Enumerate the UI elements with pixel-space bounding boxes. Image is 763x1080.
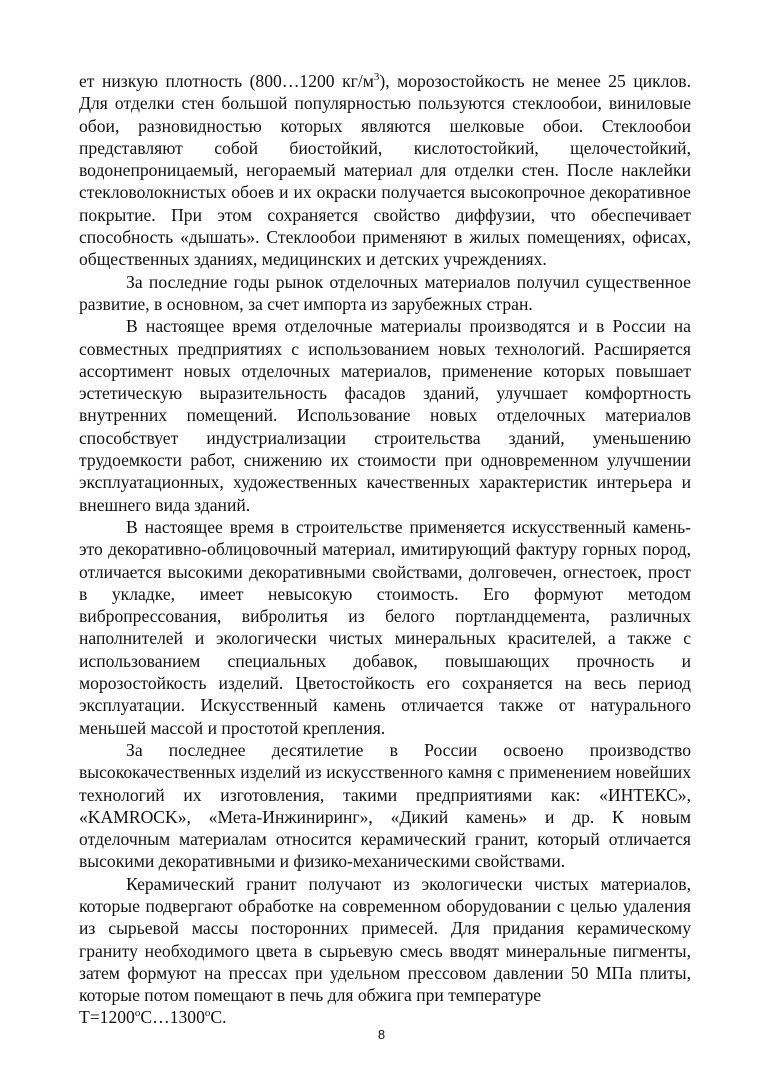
degree-mark: o: [134, 1007, 141, 1020]
paragraph-3: В настоящее время отделочные материалы производятся и в России на совместных предприятиях с использованием новых технологий. Расширяется ассортимент новых отделочных материалов, применение которых повышает эстетическую выразительность фасадов зданий, улучшает комфортность внутренних помещений. Использование новых отделочных материалов способствует индустриализации строительства зданий, уменьшению трудоемкости работ, снижению их стоимости при одновременном улучшении эксплуатационных, художественных качественных характеристик интерьера и внешнего вида зданий.: [79, 316, 691, 515]
superscript-3: 3: [373, 71, 380, 83]
paragraph-4: В настоящее время в строительстве применяется искусственный камень- это декоративно-облицовочный материал, имитирующий фактуру горных пород, отличается высокими декоративными свойствами, долговечен, огнестоек, прост в укладке, имеет невысокую стоимость. Его формуют методом вибропрессования, вибролитья из белого портландцемента, различных наполнителей и экологически чистых минеральных красителей, а также с использованием специальных добавок, повышающих прочность и морозостойкость изделий. Цветостойкость его сохраняется на весь период эксплуатации. Искусственный камень отличается также от натурального меньшей массой и простотой крепления.: [79, 516, 691, 738]
paragraph-6: Керамический гранит получают из экологически чистых материалов, которые подвергают обработке на современном оборудовании с целью удаления из сырьевой массы посторонних примесей. Для придания керамическому граниту необходимого цвета в сырьевую смесь вводят минеральные пигменты, затем формуют на прессах при удельном прессовом давлении 50 МПа плиты, которые потом помещают в печь для обжига при температуре $Т=1200^oС\dots 1300^oС$.: [79, 873, 691, 1028]
page-number: 8: [377, 1027, 386, 1042]
degree-mark: o: [204, 1007, 211, 1020]
paragraph-5: За последнее десятилетие в России освоено производство высококачественных изделий из искусственного камня с применением новейших технологий их изготовления, такими предприятиями как: «ИНТЕКС», «KAMROCK», «Мета-Инжиниринг», «Дикий камень» и др. К новым отделочным материалам относится керамический гранит, который отличается высокими декоративными и физико-механическими свойствами.: [79, 739, 691, 872]
paragraph-2: За последние годы рынок отделочных материалов получил существенное развитие, в основном, за счет импорта из зарубежных стран.: [79, 271, 691, 314]
paragraph-1: ет низкую плотность (800…1200 $кг/м^3$), морозостойкость не менее 25 циклов. Для отделки стен большой популярностью пользуются стеклообои, виниловые обои, разновидностью которых являются шелковые обои. Стеклообои представляют собой биостойкий, кислотостойкий, щелочестойкий, водонепроницаемый, негораемый материал для отделки стен. После наклейки стекловолокнистых обоев и их окраски получается высокопрочное декоративное покрытие. При этом сохраняется свойство диффузии, что обеспечивает способность «дышать». Стеклообои применяют в жилых помещениях, офисах, общественных зданиях, медицинских и детских учреждениях.: [79, 71, 691, 270]
document-page: [79, 70, 691, 1029]
